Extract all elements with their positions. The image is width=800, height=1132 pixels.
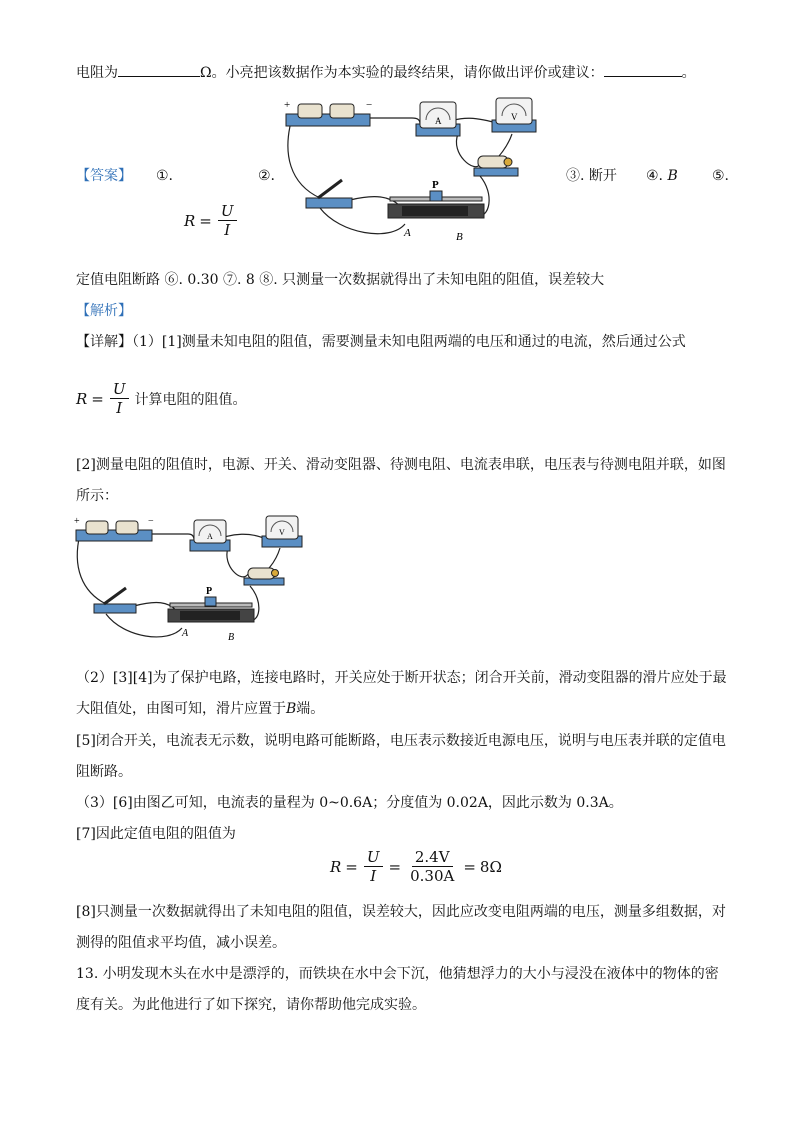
answer-4 [646,166,678,186]
formula-den: I [224,221,231,239]
answer-2: ②. [258,168,276,184]
detail-formula-1 [76,380,247,417]
text-middle: 。小亮把该数据作为本实验的最终结果，请你做出评价或建议： [211,65,604,81]
formula2-fraction-2 [407,848,457,885]
detail-p3a: （2）[3][4]为了保护电路，连接电路时，开关应处于断开状态；闭合开关前，滑动变阻器的滑片应处于最 [76,670,727,686]
question-line [76,62,696,83]
formula-eq: = [199,211,212,230]
answer-4-value: B [667,168,678,184]
formula1-lhs: R [76,389,88,408]
detail-p6: [7]因此定值电阻的阻值为 [76,826,236,842]
detail-p5: （3）[6]由图乙可知，电流表的量程为 0~0.6A；分度值为 0.02A，因此示数为 0.3A。 [76,795,623,811]
text-prefix: 电阻为 [76,65,118,81]
detail-p3b [76,699,324,719]
slider-label: P [432,179,439,191]
detail-p1-end: 计算电阻的阻值。 [134,391,247,408]
detail-tag: 【详解】 [76,334,132,350]
formula2-eq2: = [388,857,402,876]
formula1-num: U [110,380,129,399]
circuit-diagram-analysis [72,512,312,644]
ammeter-label: A [435,116,442,126]
formula1-eq: = [91,389,104,408]
detail-p3b-post: 端。 [296,701,325,717]
detail-p2a: [2]测量电阻的阻值时，电源、开关、滑动变阻器、待测电阻、电流表串联，电压表与待测电阻并联，如图 [76,457,726,473]
answer-5: ⑤. [712,168,730,184]
blank-2 [604,62,682,77]
voltmeter-label: V [511,112,518,122]
formula2-num2: 2.4V [412,848,453,867]
blank-1 [118,62,200,77]
answer-tag: 【答案】 [76,168,132,184]
voltmeter-label-2: V [279,528,285,537]
answer-3: ③. 断开 [566,168,617,184]
detail-p1-text: （1）[1]测量未知电阻的阻值，需要测量未知电阻两端的电压和通过的电流，然后通过公式 [132,334,686,350]
formula1-den: I [116,399,123,417]
battery-plus-label-2: + [74,516,80,527]
end-a-label: A [404,227,411,239]
answer-1: ①. [156,168,174,184]
end-b-label-2: B [228,632,235,643]
formula1-fraction [110,380,129,417]
question-13-line-2: 度有关。为此他进行了如下探究，请你帮助他完成实验。 [76,997,426,1013]
detail-p7a: [8]只测量一次数据就得出了未知电阻的阻值，误差较大，因此应改变电阻两端的电压，测量多组数据，对 [76,904,726,920]
circuit-diagram-top [280,94,550,244]
formula2-result: 8Ω [479,857,502,876]
ammeter-label-2: A [207,532,213,541]
formula-num: U [218,202,237,221]
formula2-eq1: = [345,857,358,876]
answer-line-2: 定值电阻断路 ⑥. 0.30 ⑦. 8 ⑧. 只测量一次数据就得出了未知电阻的阻值，误差较大 [76,272,605,288]
formula2-den2: 0.30A [410,867,455,885]
unit-ohm: Ω [200,65,212,81]
slider-label-2: P [206,586,213,597]
end-b-label: B [456,231,463,243]
formula2-fraction-1 [364,848,383,885]
detail-p4a: [5]闭合开关，电流表无示数，说明电路可能断路，电压表示数接近电源电压，说明与电压表并联的定值电 [76,733,726,749]
formula-lhs: R [184,211,196,230]
detail-p3b-pre: 大阻值处，由图可知，滑片应置于 [76,701,286,717]
detail-p4b: 阻断路。 [76,764,132,780]
detail-p1 [76,332,686,352]
battery-minus-label-2: − [148,516,154,527]
text-suffix: 。 [681,65,696,81]
detail-formula-2 [330,848,502,885]
battery-plus-label: + [284,99,291,111]
formula2-num1: U [364,848,383,867]
detail-p2b: 所示： [76,488,118,504]
detail-p3b-b: B [286,701,297,717]
question-13-line-1: 13. 小明发现木头在水中是漂浮的，而铁块在水中会下沉，他猜想浮力的大小与浸没在液体中的物体的密 [76,966,719,982]
formula2-den1: I [370,867,377,885]
answer-4-prefix: ④. [646,168,668,184]
battery-minus-label: − [366,99,373,111]
detail-p7b: 测得的阻值求平均值，减小误差。 [76,935,286,951]
formula-fraction [218,202,237,239]
formula2-eq3: = [463,857,476,876]
analysis-tag: 【解析】 [76,303,132,319]
answer-formula [184,202,239,239]
end-a-label-2: A [182,628,189,639]
formula2-lhs: R [330,857,342,876]
